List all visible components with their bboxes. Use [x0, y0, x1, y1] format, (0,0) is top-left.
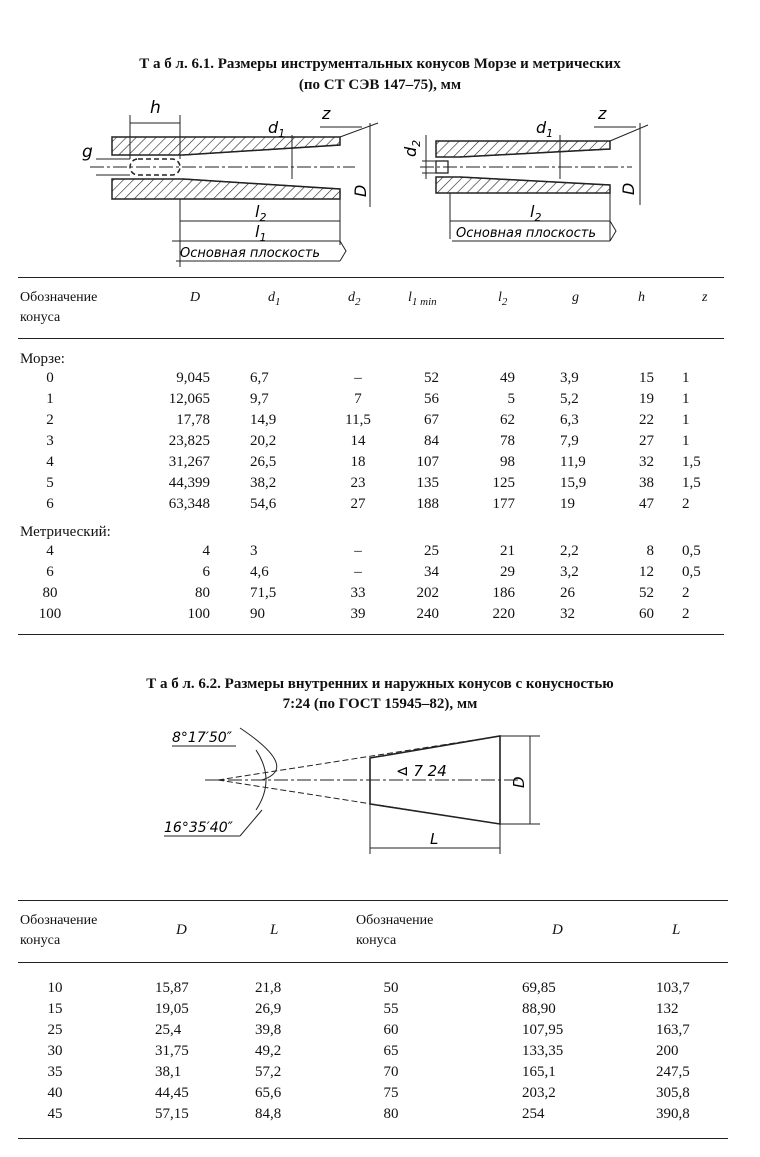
table-cell: 19: [639, 391, 654, 407]
table-cell: 6: [46, 564, 54, 580]
table-cell: 3,9: [560, 370, 579, 386]
table-cell: 11,5: [345, 412, 371, 428]
table-cell: 32: [639, 454, 654, 470]
table-cell: 27: [350, 496, 366, 512]
table-cell: 9,7: [250, 391, 269, 407]
table-cell: 55: [383, 1001, 399, 1017]
table-cell: 18: [350, 454, 366, 470]
D-label-724: D: [510, 776, 528, 788]
table1-top-rule: [18, 277, 724, 278]
table-cell: 3: [46, 433, 54, 449]
angle1-label: 8°17′50″: [172, 730, 232, 746]
taper-label: ⊲ 7 24: [396, 762, 447, 780]
table-cell: 4: [46, 454, 54, 470]
table2-header-rule: [18, 962, 728, 963]
table-cell: 103,7: [656, 980, 690, 996]
table-cell: 240: [416, 606, 439, 622]
table-cell: 12,065: [168, 391, 210, 407]
table-cell: 247,5: [656, 1064, 690, 1080]
table-cell: 7: [354, 391, 362, 407]
table-cell: 31,267: [168, 454, 210, 470]
table-cell: 34: [424, 564, 439, 580]
table-cell: 10: [47, 980, 63, 996]
table-cell: 15,9: [560, 475, 587, 491]
table-cell: 9,045: [176, 370, 210, 386]
table-cell: 390,8: [656, 1106, 690, 1122]
table-cell: 90: [250, 606, 265, 622]
table1-bottom-rule: [18, 634, 724, 635]
table-cell: 21: [500, 543, 515, 559]
table-cell: –: [354, 370, 362, 386]
table1-header-rule: [18, 338, 724, 339]
table-cell: 1: [46, 391, 54, 407]
h-label: h: [150, 98, 161, 118]
table-cell: 8: [646, 543, 654, 559]
z-label: z: [322, 104, 331, 123]
d2-label: $d_2$: [401, 139, 423, 157]
table-cell: 26,5: [250, 454, 277, 470]
table-cell: 44,399: [168, 475, 210, 491]
table-cell: 15: [639, 370, 654, 386]
table-cell: –: [354, 543, 362, 559]
morse-taper-drawing: [0, 95, 760, 275]
section-morse: Морзе:: [20, 351, 65, 367]
table-cell: 38,2: [250, 475, 277, 491]
table-cell: 2,2: [560, 543, 579, 559]
table-cell: 14,9: [250, 412, 277, 428]
table-cell: 6: [202, 564, 210, 580]
table-cell: 1: [682, 370, 690, 386]
table-cell: 4: [46, 543, 54, 559]
table2-header-designation-left: Обозначение конуса: [20, 913, 98, 948]
table-cell: 21,8: [255, 980, 282, 996]
table-cell: 84: [424, 433, 439, 449]
table-cell: 1: [682, 433, 690, 449]
table-cell: 107: [416, 454, 439, 470]
table-cell: 5: [46, 475, 54, 491]
table-cell: 165,1: [522, 1064, 556, 1080]
table-cell: 33: [350, 585, 366, 601]
table-cell: 39,8: [255, 1022, 282, 1038]
D-label: D: [351, 184, 370, 197]
table2-title-line1: Т а б л. 6.2. Размеры внутренних и наружных конусов с конусностью: [146, 676, 614, 692]
table-cell: 78: [500, 433, 515, 449]
table-cell: 2: [682, 585, 690, 601]
table-cell: 30: [47, 1043, 63, 1059]
table-cell: 6,7: [250, 370, 269, 386]
table-cell: 71,5: [250, 585, 277, 601]
table-cell: 6: [46, 496, 54, 512]
table-cell: 75: [383, 1085, 399, 1101]
table-cell: 35: [47, 1064, 63, 1080]
table-cell: 14: [350, 433, 366, 449]
table1-header-l1min: $l_{1 min}$: [408, 290, 437, 308]
l1-label: $l_1$: [255, 222, 267, 244]
table-cell: 65,6: [255, 1085, 282, 1101]
table-cell: 1: [682, 412, 690, 428]
table-cell: 2: [682, 606, 690, 622]
table-cell: 15,87: [155, 980, 189, 996]
l2-label: $l_2$: [255, 202, 267, 224]
table2-bottom-rule: [18, 1138, 728, 1139]
table2-header-D-left: D: [176, 922, 187, 938]
table-cell: 69,85: [522, 980, 556, 996]
table-cell: 44,45: [155, 1085, 189, 1101]
table-cell: 62: [500, 412, 515, 428]
table-cell: 60: [639, 606, 654, 622]
table-cell: 19: [560, 496, 575, 512]
table-cell: 26: [560, 585, 575, 601]
table1-header-d1: $d_1$: [268, 290, 281, 308]
table-cell: 27: [639, 433, 654, 449]
table-cell: 70: [383, 1064, 399, 1080]
table-cell: 29: [500, 564, 515, 580]
table-cell: 4: [202, 543, 210, 559]
taper-724-drawing: [0, 718, 760, 868]
table-cell: 202: [416, 585, 439, 601]
left-cone-section: [82, 98, 378, 267]
table-cell: 163,7: [656, 1022, 690, 1038]
table-cell: 177: [492, 496, 515, 512]
table-cell: 203,2: [522, 1085, 556, 1101]
table-cell: 7,9: [560, 433, 579, 449]
table-cell: 17,78: [176, 412, 210, 428]
table-cell: 100: [187, 606, 210, 622]
table-cell: 25,4: [155, 1022, 182, 1038]
section-metric: Метрический:: [20, 524, 111, 540]
table-cell: 188: [416, 496, 439, 512]
table-cell: 52: [639, 585, 654, 601]
table-cell: 23: [350, 475, 366, 491]
table2-header-L-right: L: [672, 922, 681, 938]
table-cell: 107,95: [522, 1022, 564, 1038]
table-cell: 3,2: [560, 564, 579, 580]
L-label-724: L: [430, 830, 439, 848]
table-cell: 49: [500, 370, 515, 386]
table-cell: 22: [639, 412, 654, 428]
table-cell: 186: [492, 585, 515, 601]
table-cell: 125: [492, 475, 515, 491]
table2-title-line2: 7:24 (по ГОСТ 15945–82), мм: [282, 696, 478, 712]
l2-label-right: $l_2$: [530, 202, 542, 224]
table-cell: 254: [522, 1106, 545, 1122]
table-cell: 1: [682, 391, 690, 407]
table-cell: 47: [639, 496, 654, 512]
table-cell: 26,9: [255, 1001, 282, 1017]
table-cell: 49,2: [255, 1043, 282, 1059]
table-cell: 32: [560, 606, 575, 622]
table-cell: 65: [383, 1043, 399, 1059]
table-cell: 80: [383, 1106, 399, 1122]
g-label: g: [82, 142, 93, 162]
table-cell: 5,2: [560, 391, 579, 407]
table-cell: 38,1: [155, 1064, 182, 1080]
table-cell: –: [354, 564, 362, 580]
table1-header-designation: Обозначение конуса: [20, 290, 98, 325]
table1-header-h: h: [638, 290, 645, 305]
table-cell: 23,825: [168, 433, 210, 449]
table-cell: 50: [383, 980, 399, 996]
table1-header-g: g: [572, 290, 579, 305]
table-cell: 305,8: [656, 1085, 690, 1101]
table-cell: 31,75: [155, 1043, 189, 1059]
table-cell: 0: [46, 370, 54, 386]
table2-header-L-left: L: [270, 922, 279, 938]
table-cell: 54,6: [250, 496, 277, 512]
d1-label-right: $d_1$: [536, 118, 554, 140]
table-cell: 60: [383, 1022, 399, 1038]
table-cell: 88,90: [522, 1001, 556, 1017]
table-cell: 200: [656, 1043, 679, 1059]
d1-label: $d_1$: [268, 118, 286, 140]
angle2-label: 16°35′40″: [164, 820, 233, 836]
table-cell: 57,2: [255, 1064, 282, 1080]
table-cell: 57,15: [155, 1106, 189, 1122]
table-cell: 63,348: [168, 496, 210, 512]
table-cell: 19,05: [155, 1001, 189, 1017]
table1-header-l2: $l_2$: [498, 290, 508, 308]
z-label-right: z: [598, 104, 607, 123]
table-cell: 39: [350, 606, 366, 622]
table-cell: 80: [195, 585, 210, 601]
table-cell: 132: [656, 1001, 679, 1017]
table1-title-line1: Т а б л. 6.1. Размеры инструментальных конусов Морзе и метрических: [139, 56, 621, 72]
D-label-right: D: [619, 182, 638, 195]
table-cell: 4,6: [250, 564, 269, 580]
table-cell: 2: [46, 412, 54, 428]
table2-header-designation-right: Обозначение конуса: [356, 913, 434, 948]
table-cell: 80: [42, 585, 58, 601]
table-cell: 0,5: [682, 564, 701, 580]
table-cell: 11,9: [560, 454, 586, 470]
table-cell: 12: [639, 564, 654, 580]
table-cell: 20,2: [250, 433, 277, 449]
table-cell: 133,35: [522, 1043, 564, 1059]
table-cell: 220: [492, 606, 515, 622]
table-cell: 1,5: [682, 454, 701, 470]
table-cell: 67: [424, 412, 439, 428]
plane-label-right: Основная плоскость: [456, 226, 597, 241]
table-cell: 1,5: [682, 475, 701, 491]
table2-header-D-right: D: [552, 922, 563, 938]
table-cell: 25: [47, 1022, 63, 1038]
table-cell: 52: [424, 370, 439, 386]
plane-label-left: Основная плоскость: [180, 246, 321, 261]
table-cell: 2: [682, 496, 690, 512]
table-cell: 84,8: [255, 1106, 282, 1122]
table-cell: 135: [416, 475, 439, 491]
table-cell: 15: [47, 1001, 63, 1017]
table1-header-D: D: [190, 290, 201, 305]
table-cell: 38: [639, 475, 654, 491]
table-cell: 3: [250, 543, 258, 559]
table1-title-line2: (по СТ СЭВ 147–75), мм: [298, 77, 462, 93]
table-cell: 0,5: [682, 543, 701, 559]
table-cell: 5: [507, 391, 515, 407]
table-cell: 98: [500, 454, 515, 470]
table-cell: 40: [47, 1085, 63, 1101]
table2-top-rule: [18, 900, 728, 901]
table-cell: 100: [38, 606, 62, 622]
right-cone-section: [401, 104, 648, 241]
table-cell: 45: [47, 1106, 63, 1122]
table1-header-z: z: [702, 290, 708, 305]
table1-header-d2: $d_2$: [348, 290, 361, 308]
table-cell: 56: [424, 391, 439, 407]
table-cell: 25: [424, 543, 439, 559]
table-cell: 6,3: [560, 412, 579, 428]
